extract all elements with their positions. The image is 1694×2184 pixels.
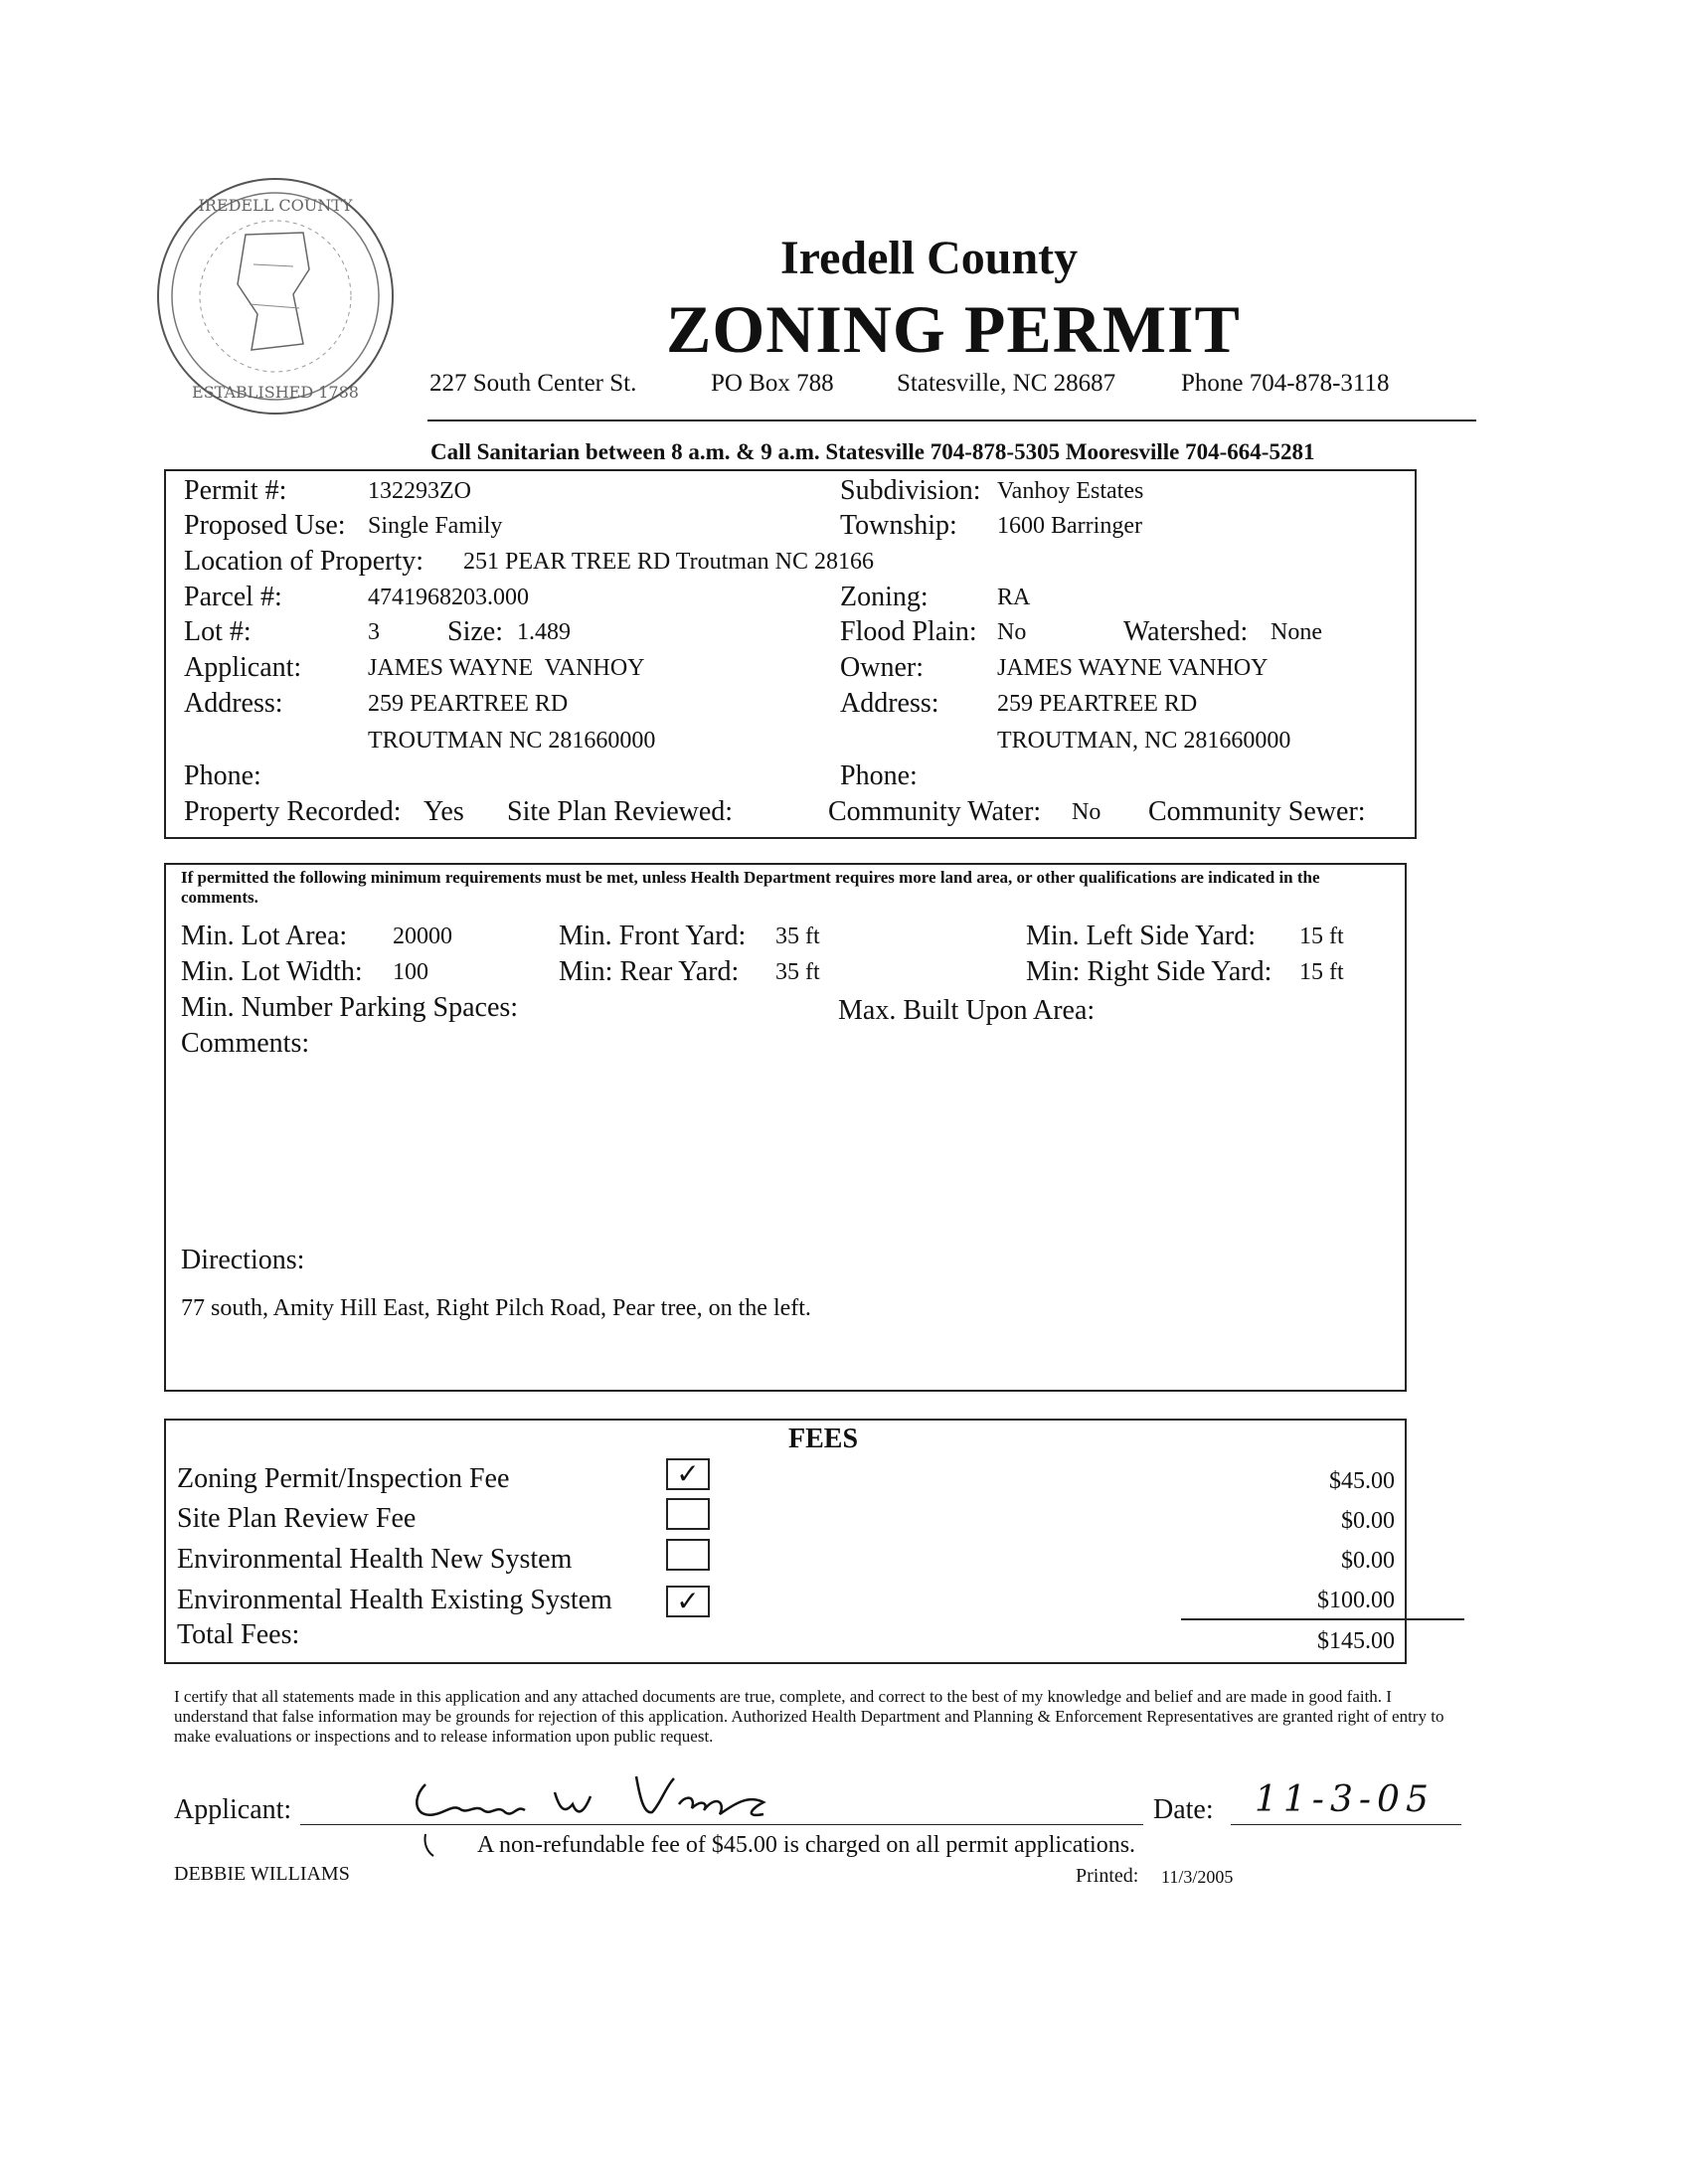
fees-heading: FEES <box>788 1424 859 1454</box>
lot-width-value: 100 <box>393 959 428 985</box>
water-label: Community Water: <box>828 796 1042 827</box>
watershed-label: Watershed: <box>1123 616 1249 647</box>
township-label: Township: <box>840 510 957 541</box>
county-seal <box>154 175 398 419</box>
built-upon-label: Max. Built Upon Area: <box>838 995 1096 1026</box>
township-value: 1600 Barringer <box>997 513 1142 539</box>
left-side-yard-value: 15 ft <box>1299 924 1344 949</box>
subdivision-value: Vanhoy Estates <box>997 478 1144 504</box>
nonrefundable-notice: A non-refundable fee of $45.00 is charged on all permit applications. <box>477 1832 1136 1858</box>
page-title: ZONING PERMIT <box>666 291 1241 367</box>
left-side-yard-label: Min. Left Side Yard: <box>1026 921 1256 951</box>
header-divider <box>427 420 1476 421</box>
office-phone: Phone 704-878-3118 <box>1181 370 1390 397</box>
applicant-value: JAMES WAYNE VANHOY <box>368 655 645 681</box>
fee-checkbox-eh-new[interactable] <box>666 1539 710 1571</box>
county-name: Iredell County <box>780 232 1079 284</box>
fee-amount-eh-new: $0.00 <box>1341 1548 1395 1574</box>
total-fees-value: $145.00 <box>1317 1628 1395 1654</box>
comments-label: Comments: <box>181 1028 310 1059</box>
applicant-label: Applicant: <box>184 652 302 683</box>
location-label: Location of Property: <box>184 546 424 577</box>
directions-label: Directions: <box>181 1245 305 1275</box>
clerk-name: DEBBIE WILLIAMS <box>174 1863 350 1885</box>
date-line <box>1231 1824 1461 1825</box>
sanitarian-notice: Call Sanitarian between 8 a.m. & 9 a.m. Statesville 704-878-5305 Mooresville 704-664-5281 <box>430 439 1315 464</box>
front-yard-value: 35 ft <box>775 924 820 949</box>
requirements-intro: If permitted the following minimum requirements must be met, unless Health Department requires more land area, or other qualifications are indicated in the comments. <box>181 868 1320 907</box>
lot-width-label: Min. Lot Width: <box>181 956 363 987</box>
sewer-label: Community Sewer: <box>1148 796 1366 827</box>
location-value: 251 PEAR TREE RD Troutman NC 28166 <box>463 549 874 575</box>
zoning-value: RA <box>997 585 1031 610</box>
fee-checkbox-eh-existing[interactable]: ✓ <box>666 1586 710 1617</box>
fee-amount-siteplan: $0.00 <box>1341 1508 1395 1534</box>
applicant-address-label: Address: <box>184 688 283 719</box>
applicant-address-line2: TROUTMAN NC 281660000 <box>368 728 656 754</box>
printed-label: Printed: <box>1076 1865 1139 1887</box>
rear-yard-value: 35 ft <box>775 959 820 985</box>
lot-label: Lot #: <box>184 616 252 647</box>
office-street: 227 South Center St. <box>429 370 637 397</box>
permit-info-box <box>164 469 1417 839</box>
owner-address-line1: 259 PEARTREE RD <box>997 691 1198 717</box>
flood-label: Flood Plain: <box>840 616 977 647</box>
use-label: Proposed Use: <box>184 510 346 541</box>
fee-checkbox-zoning[interactable]: ✓ <box>666 1458 710 1490</box>
size-value: 1.489 <box>517 619 571 645</box>
fee-label-siteplan: Site Plan Review Fee <box>177 1503 417 1534</box>
applicant-address-line1: 259 PEARTREE RD <box>368 691 569 717</box>
parcel-label: Parcel #: <box>184 582 282 612</box>
printed-date: 11/3/2005 <box>1161 1867 1234 1887</box>
office-pobox: PO Box 788 <box>711 370 834 397</box>
right-side-yard-value: 15 ft <box>1299 959 1344 985</box>
parcel-value: 4741968203.000 <box>368 585 529 610</box>
fee-amount-zoning: $45.00 <box>1329 1468 1395 1494</box>
lot-area-label: Min. Lot Area: <box>181 921 348 951</box>
parking-label: Min. Number Parking Spaces: <box>181 992 519 1023</box>
fee-label-eh-new: Environmental Health New System <box>177 1544 573 1575</box>
fee-label-zoning: Zoning Permit/Inspection Fee <box>177 1463 510 1494</box>
owner-address-label: Address: <box>840 688 939 719</box>
right-side-yard-label: Min: Right Side Yard: <box>1026 956 1272 987</box>
total-fees-label: Total Fees: <box>177 1619 300 1650</box>
permit-number: 132293ZO <box>368 478 471 504</box>
directions-value: 77 south, Amity Hill East, Right Pilch Road, Pear tree, on the left. <box>181 1295 811 1321</box>
certification-text: I certify that all statements made in this application and any attached documents are true, complete, and correct to the best of my knowledge and belief and are made in good faith. I understand that false information may be grounds for rejection of this application. Authorized Health Department and Planning & Enforcement Representatives are granted right of entry to make evaluations or inspections and to release information upon public request. <box>174 1687 1444 1746</box>
use-value: Single Family <box>368 513 503 539</box>
owner-phone-label: Phone: <box>840 760 918 791</box>
applicant-phone-label: Phone: <box>184 760 261 791</box>
owner-value: JAMES WAYNE VANHOY <box>997 655 1269 681</box>
office-city: Statesville, NC 28687 <box>897 370 1116 397</box>
watershed-value: None <box>1270 619 1322 645</box>
handwritten-date: 11-3-05 <box>1255 1779 1435 1820</box>
permit-label: Permit #: <box>184 475 287 506</box>
zoning-label: Zoning: <box>840 582 929 612</box>
owner-address-line2: TROUTMAN, NC 281660000 <box>997 728 1291 754</box>
lot-value: 3 <box>368 619 380 645</box>
front-yard-label: Min. Front Yard: <box>559 921 747 951</box>
svg-text:IREDELL COUNTY: IREDELL COUNTY <box>198 196 353 215</box>
fee-checkbox-siteplan[interactable] <box>666 1498 710 1530</box>
lot-area-value: 20000 <box>393 924 452 949</box>
size-label: Size: <box>447 616 503 647</box>
fees-box <box>164 1419 1407 1664</box>
fees-total-rule <box>1181 1618 1464 1620</box>
county-seal-icon <box>154 175 398 419</box>
svg-text:ESTABLISHED 1788: ESTABLISHED 1788 <box>192 383 359 402</box>
fee-amount-eh-existing: $100.00 <box>1317 1588 1395 1613</box>
flood-value: No <box>997 619 1027 645</box>
water-value: No <box>1072 799 1101 825</box>
recorded-value: Yes <box>424 796 464 827</box>
siteplan-label: Site Plan Reviewed: <box>507 796 734 827</box>
subdivision-label: Subdivision: <box>840 475 981 506</box>
recorded-label: Property Recorded: <box>184 796 402 827</box>
date-label: Date: <box>1153 1794 1214 1825</box>
signature-applicant-label: Applicant: <box>174 1794 292 1825</box>
owner-label: Owner: <box>840 652 924 683</box>
rear-yard-label: Min: Rear Yard: <box>559 956 740 987</box>
fee-label-eh-existing: Environmental Health Existing System <box>177 1585 612 1615</box>
